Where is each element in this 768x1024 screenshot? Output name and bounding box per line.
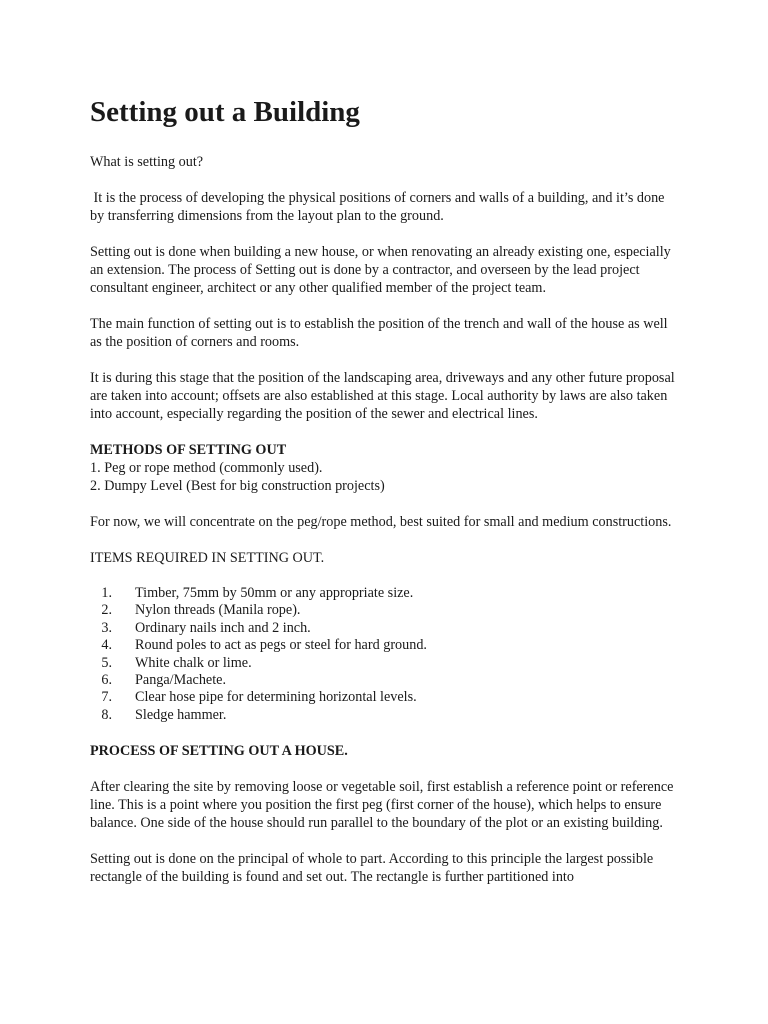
paragraph-function: The main function of setting out is to establish the position of the trench and wall of the house as well as the position of corners and rooms.	[90, 316, 668, 350]
list-item	[90, 637, 680, 654]
list-item-number: 4.	[101, 637, 112, 654]
list-item	[90, 655, 680, 672]
list-item-text: Round poles to act as pegs or steel for hard ground.	[135, 637, 427, 654]
methods-section	[90, 441, 680, 495]
list-item	[90, 672, 680, 689]
items-required-list	[90, 585, 680, 724]
methods-heading: METHODS OF SETTING OUT	[90, 442, 287, 458]
paragraph-stage: It is during this stage that the position of the landscaping area, driveways and any other future proposal are taken into account; offsets are also established at this stage. Local authority by laws are also taken into account, especially regarding the position of the sewer and electrical lines.	[90, 370, 675, 422]
process-heading: PROCESS OF SETTING OUT A HOUSE.	[90, 743, 348, 760]
paragraph-process-reference: After clearing the site by removing loose or vegetable soil, first establish a reference point or reference line. This is a point where you position the first peg (first corner of the house), which helps to ensure balance. One side of the house should run parallel to the boundary of the plot or an existing building.	[90, 779, 674, 832]
document-title: Setting out a Building	[90, 96, 360, 128]
paragraph-process-principle: Setting out is done on the principal of whole to part. According to this principle the largest possible rectangle of the building is found and set out. The rectangle is further partitioned into	[90, 851, 654, 886]
paragraph-definition: It is the process of developing the physical positions of corners and walls of a building, and it’s done by transferring dimensions from the layout plan to the ground.	[90, 190, 669, 224]
list-item-text: Clear hose pipe for determining horizontal levels.	[135, 689, 417, 706]
items-required-heading: ITEMS REQUIRED IN SETTING OUT.	[90, 550, 325, 566]
list-item-number: 6.	[101, 672, 112, 689]
paragraph-when: Setting out is done when building a new house, or when renovating an already existing one, especially an extension. The process of Setting out is done by a contractor, and overseen by the lead project consultant engineer, architect or any other qualified member of the project team.	[90, 244, 671, 296]
method-item: 2. Dumpy Level (Best for big construction projects)	[90, 478, 385, 494]
document-page	[90, 95, 680, 886]
method-item: 1. Peg or rope method (commonly used).	[90, 460, 323, 476]
list-item-number: 1.	[101, 585, 112, 601]
list-item-text: Timber, 75mm by 50mm or any appropriate size.	[135, 585, 414, 601]
list-item-text: Nylon threads (Manila rope).	[135, 602, 301, 619]
list-item-number: 5.	[101, 654, 112, 671]
list-item-text: Panga/Machete.	[135, 672, 226, 689]
list-item	[90, 585, 680, 602]
list-item-number: 7.	[101, 689, 112, 706]
list-item	[90, 602, 680, 619]
list-item	[90, 707, 680, 724]
list-item-number: 2.	[101, 602, 112, 619]
list-item-number: 8.	[101, 706, 112, 723]
list-item-text: Sledge hammer.	[135, 706, 227, 723]
list-item	[90, 620, 680, 637]
list-item-text: White chalk or lime.	[135, 654, 252, 671]
list-item-number: 3.	[101, 619, 112, 636]
list-item	[90, 689, 680, 706]
paragraph-focus: For now, we will concentrate on the peg/rope method, best suited for small and medium constructions.	[90, 514, 672, 530]
list-item-text: Ordinary nails inch and 2 inch.	[135, 619, 311, 636]
intro-question: What is setting out?	[90, 154, 204, 170]
